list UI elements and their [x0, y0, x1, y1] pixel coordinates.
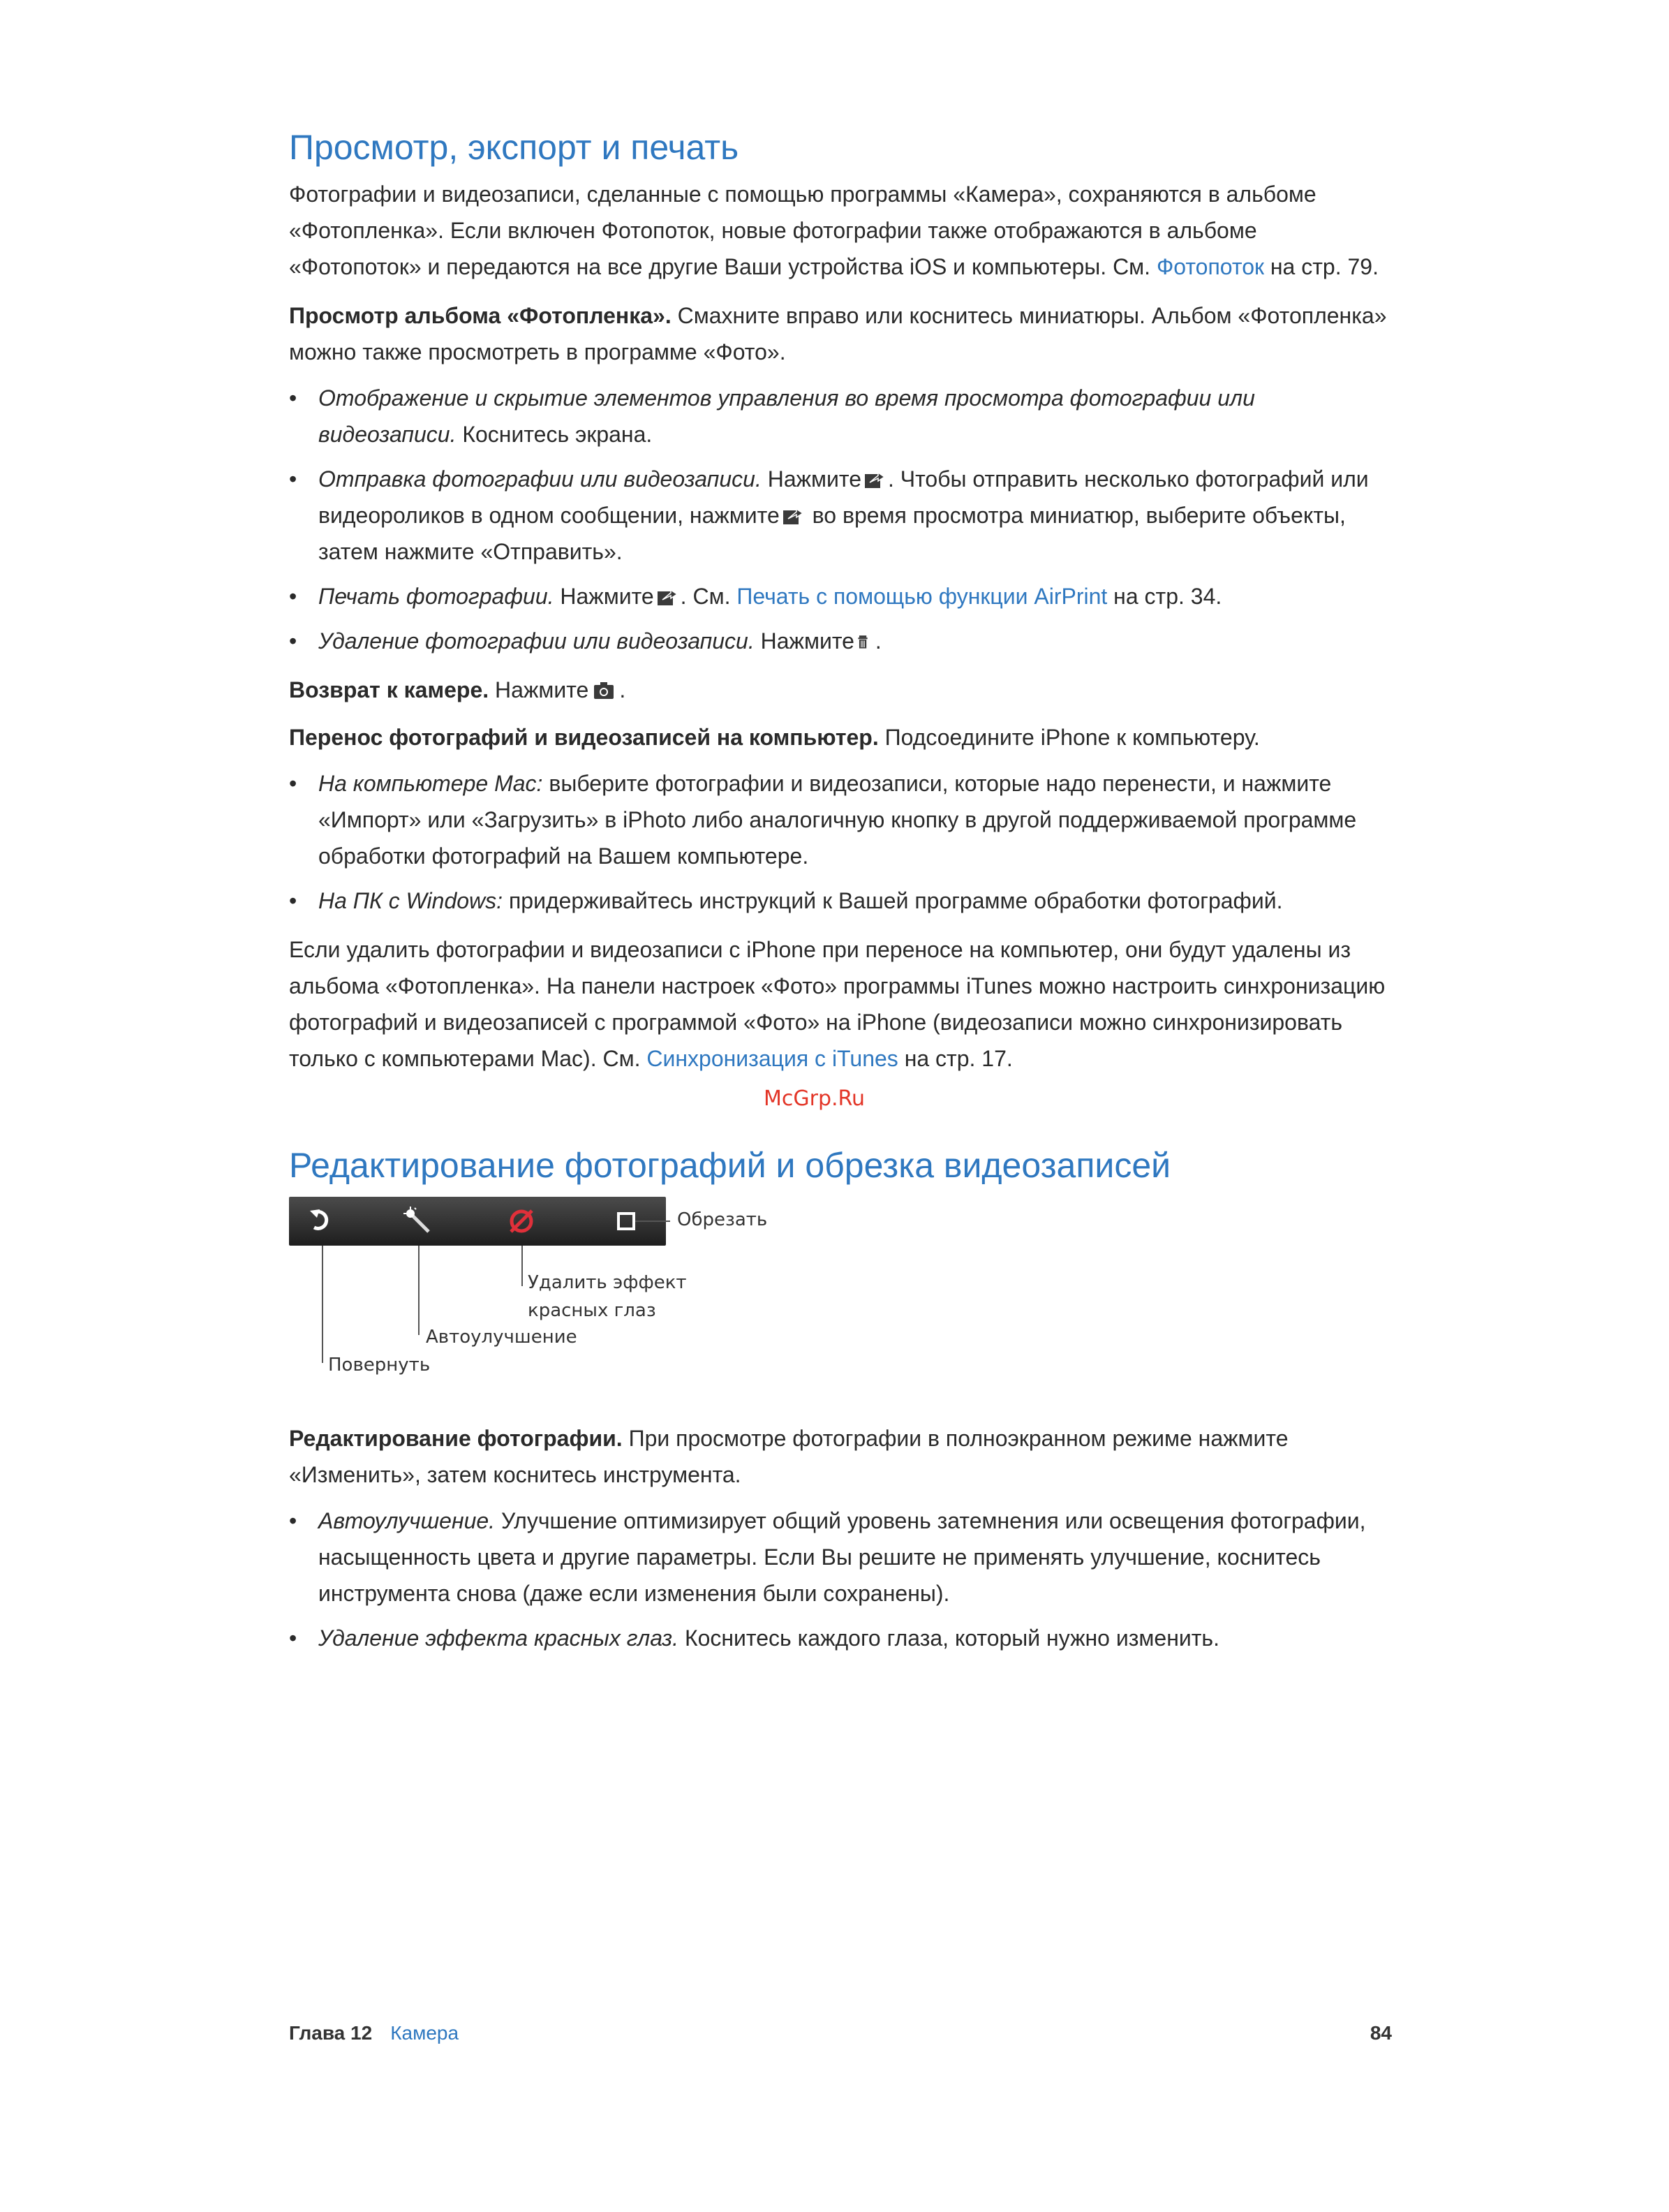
magic-wand-icon — [402, 1205, 434, 1237]
transfer-paragraph: Перенос фотографий и видеозаписей на компьютер. Подсоедините iPhone к компьютеру. — [289, 725, 1260, 750]
view-roll-paragraph: Просмотр альбома «Фотопленка». Смахните вправо или коснитесь миниатюры. Альбом «Фотопленка» можно также просмотреть в программе «Фото». — [289, 303, 1387, 364]
photostream-link[interactable]: Фотопоток — [1156, 254, 1264, 279]
trash-icon — [857, 632, 873, 651]
list-item: • Отображение и скрытие элементов управления во время просмотра фотографии или видеозаписи. Коснитесь экрана. — [289, 385, 1255, 447]
footer-chapter-name[interactable]: Камера — [390, 2022, 459, 2044]
list-item: • Удаление эффекта красных глаз. Коснитесь каждого глаза, который нужно изменить. — [289, 1625, 1219, 1651]
red-eye-icon — [505, 1205, 537, 1237]
callout-redeye-1: Удалить эффект — [528, 1272, 687, 1293]
list-item: • Печать фотографии. Нажмите . См. Печать с помощью функции AirPrint на стр. 34. — [289, 584, 1222, 609]
list-item: • Автоулучшение. Улучшение оптимизирует общий уровень затемнения или освещения фотографии, насыщенность цвета и другие параметры. Если Вы решите не применять улучшение, коснитесь инструмента снова (даже если изменения были сохранены). — [289, 1508, 1366, 1606]
share-icon — [782, 506, 803, 526]
callout-enhance: Автоулучшение — [426, 1327, 577, 1348]
list-item: • На компьютере Mac: выберите фотографии и видеозаписи, которые надо перенести, и нажмите «Импорт» или «Загрузить» в iPhoto либо аналогичную кнопку в другой поддерживаемой программе обработки фотографий на Вашем компьютере. — [289, 771, 1357, 869]
list-item: • Удаление фотографии или видеозаписи. Нажмите . — [289, 628, 882, 654]
sync-paragraph: Если удалить фотографии и видеозаписи с iPhone при переносе на компьютер, они будут удалены из альбома «Фотопленка». На панели настроек «Фото» программы iTunes можно настроить синхронизацию фотографий и видеозаписей с программой «Фото» на iPhone (видеозаписи можно синхронизировать только с компьютерами Mac). См. Синхронизация с iTunes на стр. 17. — [289, 937, 1386, 1071]
edit-photo-paragraph: Редактирование фотографии. При просмотре фотографии в полноэкранном режиме нажмите «Изменить», затем коснитесь инструмента. — [289, 1426, 1289, 1487]
edit-toolbar-diagram — [289, 1197, 1127, 1399]
list-item: • Отправка фотографии или видеозаписи. Нажмите . Чтобы отправить несколько фотографий или видеороликов в одном сообщении, нажмите во время просмотра миниатюр, выберите объекты, затем нажмите «Отправить». — [289, 466, 1369, 564]
edit-bullets — [289, 1503, 1392, 1656]
callout-redeye-2: красных глаз — [528, 1300, 656, 1321]
page-content — [289, 126, 1392, 1669]
transfer-bullets — [289, 765, 1392, 919]
callout-rotate: Повернуть — [328, 1355, 431, 1376]
section-title-edit-photos: Редактирование фотографий и обрезка видеозаписей — [289, 1146, 1171, 1185]
share-icon — [657, 587, 678, 607]
edit-toolbar — [289, 1197, 666, 1246]
footer-chapter: Глава 12 — [289, 2022, 373, 2044]
return-camera-paragraph: Возврат к камере. Нажмите . — [289, 677, 626, 702]
rotate-icon — [306, 1205, 338, 1237]
intro-paragraph: Фотографии и видеозаписи, сделанные с помощью программы «Камера», сохраняются в альбоме «Фотопленка». Если включен Фотопоток, новые фотографии также отображаются в альбоме «Фотопоток» и передаются на все другие Ваши устройства iOS и компьютеры. См. Фотопоток на стр. 79. — [289, 182, 1379, 279]
callout-crop: Обрезать — [677, 1209, 768, 1230]
view-bullets — [289, 380, 1392, 659]
page-footer — [289, 2022, 1392, 2044]
share-icon — [864, 470, 885, 489]
list-item: • На ПК с Windows: придерживайтесь инструкций к Вашей программе обработки фотографий. — [289, 888, 1283, 913]
section-title-view-export-print: Просмотр, экспорт и печать — [289, 128, 739, 167]
airprint-link[interactable]: Печать с помощью функции AirPrint — [736, 584, 1108, 609]
camera-icon — [591, 681, 616, 700]
page-number: 84 — [1370, 2022, 1392, 2044]
sync-itunes-link[interactable]: Синхронизация с iTunes — [646, 1046, 898, 1071]
watermark: McGrp.Ru — [764, 1086, 866, 1111]
